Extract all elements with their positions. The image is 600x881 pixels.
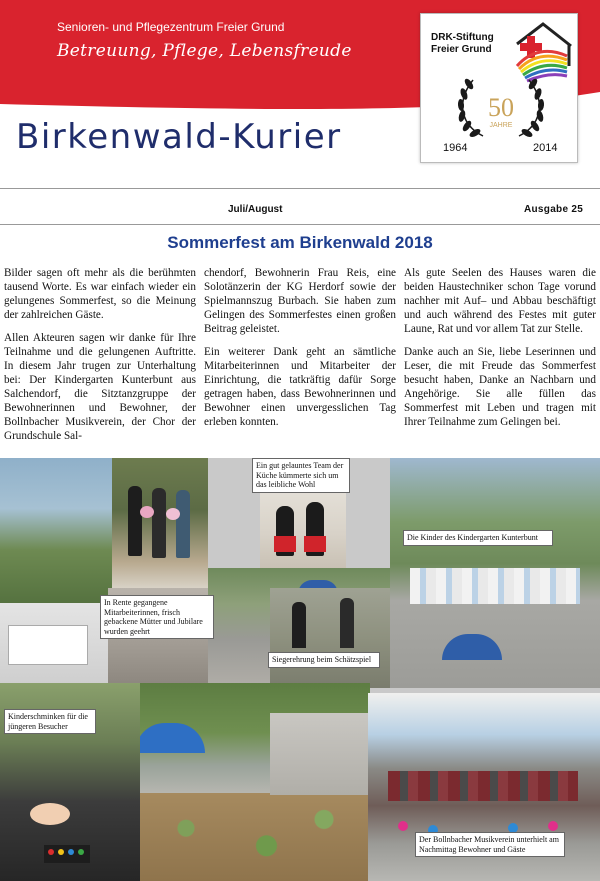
photo-prize-winners xyxy=(270,588,390,688)
newspaper-title: Birkenwald-Kurier xyxy=(16,117,342,157)
article-column-2 xyxy=(204,266,396,452)
article-column-3 xyxy=(404,266,596,452)
caption-kindergarten: Die Kinder des Kindergarten Kunterbunt xyxy=(403,530,553,546)
caption-retirement: In Rente gegangene Mitarbeiterinnen, frisch gebackene Mütter und Jubilare wurden geehrt xyxy=(100,595,214,639)
photo-collage xyxy=(0,458,600,881)
anniversary-logo xyxy=(420,13,578,163)
year-end: 2014 xyxy=(533,142,558,154)
article-column-1 xyxy=(4,266,196,452)
article-headline: Sommerfest am Birkenwald 2018 xyxy=(167,233,433,252)
year-start: 1964 xyxy=(443,142,468,154)
photo-honoured-staff xyxy=(112,458,208,588)
article-body xyxy=(4,266,596,452)
caption-kitchen: Ein gut gelauntes Team der Küche kümmerte sich um das leibliche Wohl xyxy=(252,458,350,493)
header-divider xyxy=(0,188,600,189)
paragraph: Ein weiterer Dank geht an sämtliche Mitarbeiterinnen und Mitarbeiter der Einrichtung, die tatkräftig dafür Sorge getragen haben, dass Bewohnerinnen und Bewohner einen unvergesslichen Tag erleben konnten. xyxy=(204,346,396,428)
anniversary-number: 50 xyxy=(488,93,514,122)
photo-green-roof xyxy=(140,793,370,881)
issue-divider xyxy=(0,224,600,225)
caption-facepaint: Kinderschminken für die jüngeren Besucher xyxy=(4,709,96,734)
paragraph: Allen Akteuren sagen wir danke für Ihre Teilnahme und die gelungenen Auftritte. In diesem Jahr trugen zur Unterhaltung bei: Der Kindergarten Kunterbunt aus Salchendorf, die Sitztanzgruppe der Bewohnerinnen und Bewohner, der Bollnbacher Musikverein, der Chor der Grundschule Sal- xyxy=(4,332,196,442)
organization-name: Senioren- und Pflegezentrum Freier Grund xyxy=(57,20,285,34)
paragraph: Als gute Seelen des Hauses waren die beiden Haustechniker schon Tage vorund nachher mit Auf– und Abbau beschäftigt und auch während des Festes mit guter Laune, Rat und vor allem Tat zur Stelle. xyxy=(404,267,596,335)
paragraph: chendorf, Bewohnerin Frau Reis, eine Solotänzerin der KG Herdorf sowie der Spielmannszug Burbach. Sie haben zum Gelingen des Sommerfestes einen großen Beitrag geleistet. xyxy=(204,267,396,335)
caption-quiz: Siegerehrung beim Schätzspiel xyxy=(268,652,380,668)
anniversary-word: JAHRE xyxy=(489,122,513,129)
foundation-name: DRK-Stiftung Freier Grund xyxy=(431,32,494,55)
paragraph: Bilder sagen oft mehr als die berühmten tausend Worte. Es war einfach wieder ein gelungenes Sommerfest, so die Meinung der zahlreichen Gäste. xyxy=(4,267,196,321)
photo-kindergarten xyxy=(390,458,600,688)
photo-booth xyxy=(0,603,108,683)
issue-number: Ausgabe 25 xyxy=(524,204,584,215)
photo-path xyxy=(270,713,370,795)
slogan: Betreuung, Pflege, Lebensfreude xyxy=(57,41,352,61)
caption-band: Der Bollnbacher Musikverein unterhielt am Nachmittag Bewohner und Gäste xyxy=(415,832,565,857)
issue-date: Juli/August xyxy=(228,204,283,215)
paragraph: Danke auch an Sie, liebe Leserinnen und Leser, die mit Freude das Sommerfest besucht haben, Danke an Nachbarn und Angehörige. Sie alle füllen das Sommerfest mit Leben und tragen mit Ihrer Teilnahme zum Gelingen bei. xyxy=(404,346,596,428)
